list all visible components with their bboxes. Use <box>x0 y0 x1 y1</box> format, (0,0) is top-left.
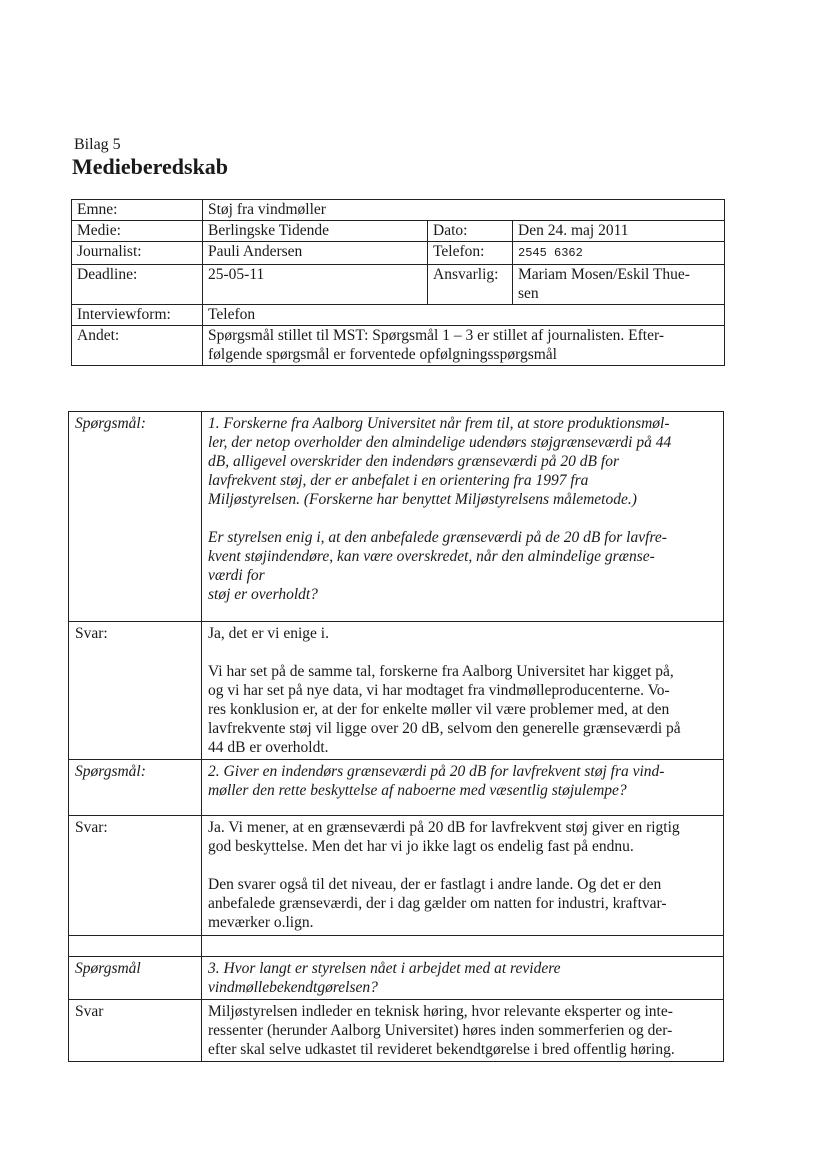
label-andet: Andet: <box>72 326 203 366</box>
andet-line-1: Spørgsmål stillet til MST: Spørgsmål 1 – 3 er stillet af journalisten. Efter- <box>208 327 664 344</box>
answer-3-row <box>69 1000 724 1062</box>
value-ansvarlig <box>513 265 725 305</box>
question-2-label: Spørgsmål: <box>69 760 202 816</box>
q1-line: ler, der netop overholder den almindelige udendørs støjgrænseværdi på 44 <box>208 434 672 451</box>
a2-line: god beskyttelse. Men det har vi jo ikke lagt os endelig fast på endnu. <box>208 838 634 855</box>
question-3-label: Spørgsmål <box>69 957 202 1000</box>
a1-line: Vi har set på de samme tal, forskerne fra Aalborg Universitet har kigget på, <box>208 663 674 680</box>
appendix-label: Bilag 5 <box>74 136 121 153</box>
question-1-text <box>202 412 724 622</box>
row-deadline <box>72 265 725 305</box>
a1-line: lavfrekvente støj vil ligge over 20 dB, selvom den generelle grænseværdi på <box>208 720 681 737</box>
andet-line-2: følgende spørgsmål er forventede opfølgningsspørgsmål <box>208 346 557 363</box>
label-medie: Medie: <box>72 221 203 242</box>
value-andet <box>203 326 725 366</box>
a2-line: meværker o.lign. <box>208 914 314 931</box>
q1-line: Miljøstyrelsen. (Forskerne har benyttet Miljøstyrelsens målemetode.) <box>208 491 637 508</box>
q3-line: 3. Hvor langt er styrelsen nået i arbejdet med at revidere <box>208 960 561 977</box>
label-interviewform: Interviewform: <box>72 305 203 326</box>
label-ansvarlig: Ansvarlig: <box>428 265 513 305</box>
row-medie <box>72 221 725 242</box>
a1-line: res konklusion er, at der for enkelte møller vil være problemer med, at den <box>208 701 670 718</box>
row-emne <box>72 200 725 221</box>
phone-number: 2545 6362 <box>518 246 583 260</box>
empty-cell <box>202 936 724 957</box>
empty-cell <box>69 936 202 957</box>
answer-1-text <box>202 622 724 760</box>
a2-line: anbefalede grænseværdi, der i dag gælder om natten for industri, kraftvar- <box>208 895 667 912</box>
row-interviewform <box>72 305 725 326</box>
value-interviewform: Telefon <box>203 305 725 326</box>
q1-line: lavfrekvent støj, der er anbefalet i en orientering fra 1997 fra <box>208 472 589 489</box>
answer-1-row <box>69 622 724 760</box>
q3-line: vindmøllebekendtgørelsen? <box>208 979 378 996</box>
a2-line: Den svarer også til det niveau, der er fastlagt i andre lande. Og det er den <box>208 876 662 893</box>
answer-2-row <box>69 816 724 936</box>
qa-table <box>68 411 724 1062</box>
ansvarlig-line-1: Mariam Mosen/Eskil Thue- <box>518 266 690 283</box>
q1-line: Er styrelsen enig i, at den anbefalede grænseværdi på de 20 dB for lavfre- <box>208 529 667 546</box>
q2-line: 2. Giver en indendørs grænseværdi på 20 dB for lavfrekvent støj fra vind- <box>208 763 665 780</box>
q1-line: værdi for <box>208 567 265 584</box>
row-andet <box>72 326 725 366</box>
answer-2-label: Svar: <box>69 816 202 936</box>
q2-line: møller den rette beskyttelse af naboerne med væsentlig støjulempe? <box>208 782 627 799</box>
answer-3-label: Svar <box>69 1000 202 1062</box>
value-emne: Støj fra vindmøller <box>203 200 725 221</box>
question-2-text <box>202 760 724 816</box>
page-title: Medieberedskab <box>72 154 229 179</box>
question-3-row <box>69 957 724 1000</box>
q1-line: støj er overholdt? <box>208 586 318 603</box>
a3-line: ressenter (herunder Aalborg Universitet) høres inden sommerferien og der- <box>208 1022 673 1039</box>
value-dato: Den 24. maj 2011 <box>513 221 725 242</box>
a3-line: efter skal selve udkastet til revideret bekendtgørelse i bred offentlig høring. <box>208 1041 675 1058</box>
a1-line: og vi har set på nye data, vi har modtaget fra vindmølleproducenterne. Vo- <box>208 682 670 699</box>
question-1-label: Spørgsmål: <box>69 412 202 622</box>
answer-2-text <box>202 816 724 936</box>
q1-line: kvent støjindendøre, kan være overskredet, når den almindelige grænse- <box>208 548 655 565</box>
question-2-row <box>69 760 724 816</box>
question-1-row <box>69 412 724 622</box>
ansvarlig-line-2: sen <box>518 285 539 302</box>
media-info-table <box>71 199 725 366</box>
a1-line: Ja, det er vi enige i. <box>208 625 329 642</box>
label-journalist: Journalist: <box>72 242 203 265</box>
label-deadline: Deadline: <box>72 265 203 305</box>
q1-line: 1. Forskerne fra Aalborg Universitet når frem til, at store produktionsmøl- <box>208 415 670 432</box>
empty-row <box>69 936 724 957</box>
row-journalist <box>72 242 725 265</box>
a3-line: Miljøstyrelsen indleder en teknisk høring, hvor relevante eksperter og inte- <box>208 1003 673 1020</box>
answer-1-label: Svar: <box>69 622 202 760</box>
value-medie: Berlingske Tidende <box>203 221 428 242</box>
label-dato: Dato: <box>428 221 513 242</box>
a1-line: 44 dB er overholdt. <box>208 739 329 756</box>
label-telefon: Telefon: <box>428 242 513 265</box>
value-journalist: Pauli Andersen <box>203 242 428 265</box>
q1-line: dB, alligevel overskrider den indendørs grænseværdi på 20 dB for <box>208 453 619 470</box>
value-deadline: 25-05-11 <box>203 265 428 305</box>
a2-line: Ja. Vi mener, at en grænseværdi på 20 dB for lavfrekvent støj giver en rigtig <box>208 819 680 836</box>
answer-3-text <box>202 1000 724 1062</box>
question-3-text <box>202 957 724 1000</box>
label-emne: Emne: <box>72 200 203 221</box>
value-telefon <box>513 242 725 265</box>
